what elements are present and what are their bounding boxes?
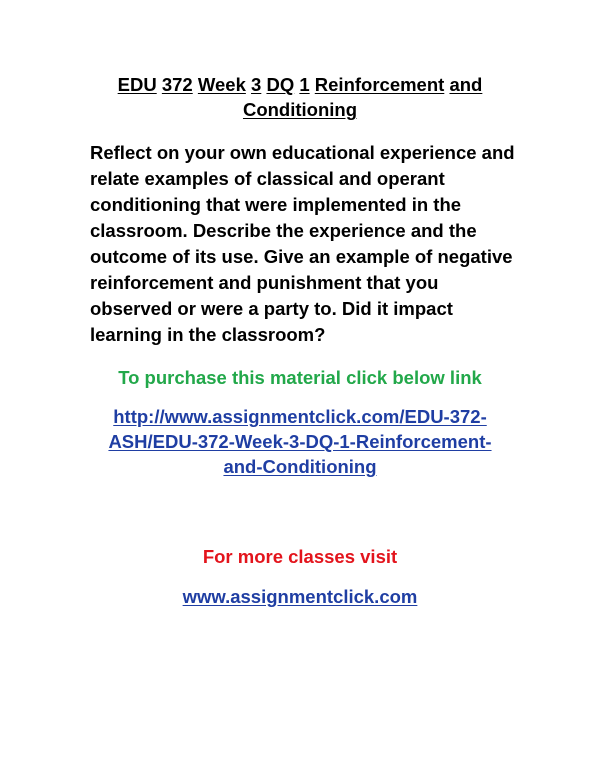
title-word: Reinforcement — [314, 74, 445, 95]
title-word: Week — [197, 74, 246, 95]
title-word: 1 — [299, 74, 310, 95]
title-word: 372 — [161, 74, 193, 95]
title-word: EDU — [117, 74, 157, 95]
purchase-link[interactable] — [80, 404, 520, 479]
more-classes-text: For more classes visit — [202, 546, 398, 567]
title-word: 3 — [251, 74, 262, 95]
title-word: DQ — [266, 74, 295, 95]
body-paragraph: Reflect on your own educational experience and relate examples of classical and operant conditioning that were implemented in the classroom. Describe the experience and the outcome of its use. Give an example of negative reinforcement and punishment that you observed or were a party to. Did it impact learning in the classroom? — [90, 142, 515, 345]
purchase-link-line[interactable]: http://www.assignmentclick.com/EDU-372- — [113, 406, 487, 427]
purchase-link-line[interactable]: ASH/EDU-372-Week-3-DQ-1-Reinforcement- — [108, 431, 492, 452]
purchase-link-line[interactable]: and-Conditioning — [223, 456, 377, 477]
document-title — [90, 72, 510, 122]
title-word: and — [449, 74, 483, 95]
title-word: Conditioning — [242, 99, 358, 120]
site-link[interactable]: www.assignmentclick.com — [182, 586, 418, 607]
purchase-text: To purchase this material click below link — [118, 367, 482, 388]
